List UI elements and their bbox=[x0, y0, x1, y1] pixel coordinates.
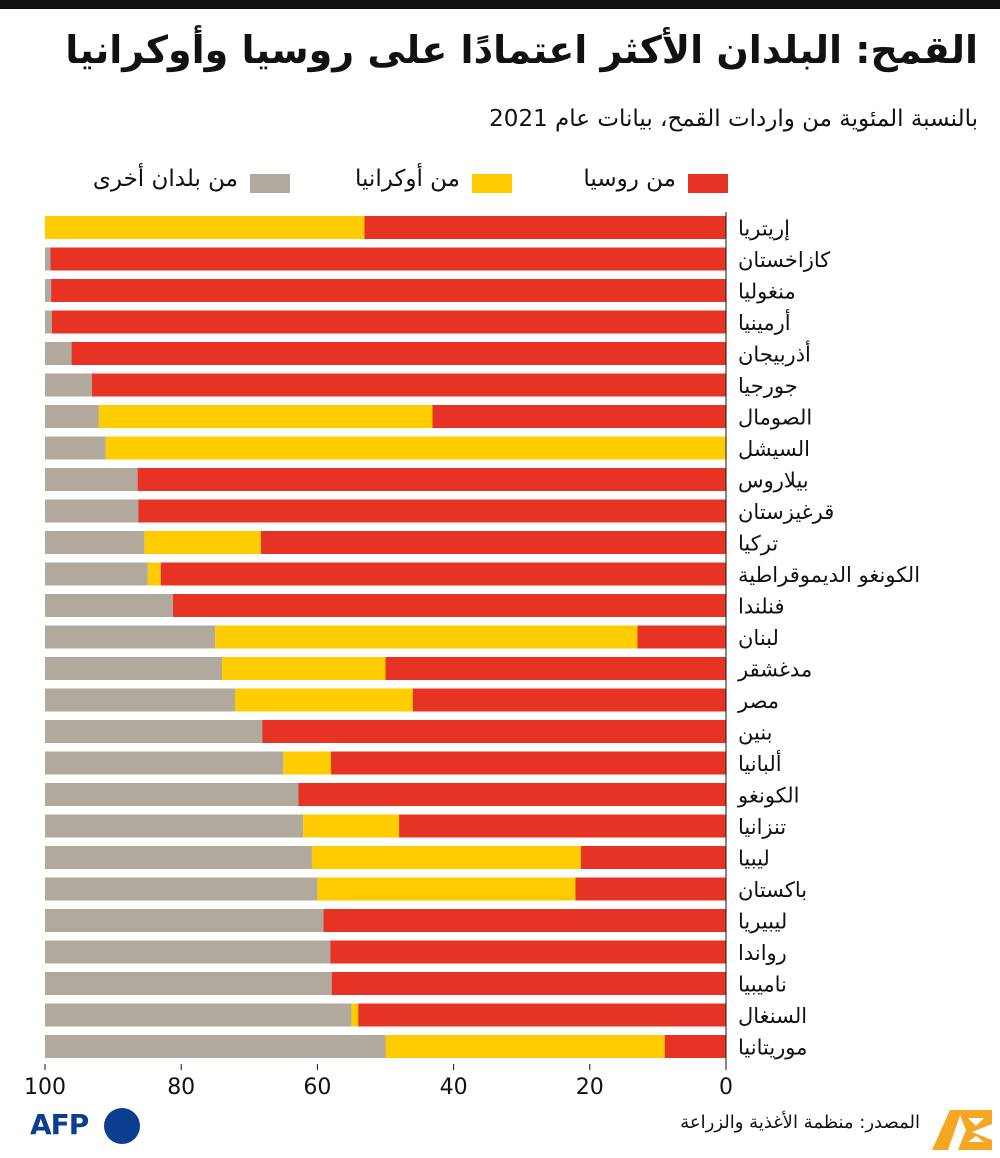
category-label: تنزانيا bbox=[738, 815, 787, 839]
bar-other bbox=[45, 563, 148, 586]
bar-russia bbox=[581, 846, 726, 869]
bar-ukraine bbox=[222, 657, 385, 680]
chart-title: القمح: البلدان الأكثر اعتمادًا على روسيا وأوكرانيا bbox=[65, 28, 978, 72]
bar-other bbox=[45, 657, 222, 680]
bar-russia bbox=[324, 909, 726, 932]
x-tick-label: 20 bbox=[575, 1075, 604, 1100]
bar-ukraine bbox=[386, 1035, 665, 1058]
bar-russia bbox=[364, 216, 726, 239]
category-label: الكونغو bbox=[738, 783, 800, 808]
bar-ukraine bbox=[99, 405, 433, 428]
bar-ukraine bbox=[45, 216, 364, 239]
legend-label-ukraine: من أوكرانيا bbox=[354, 166, 460, 192]
bar-ukraine bbox=[106, 437, 726, 460]
bar-other bbox=[45, 783, 298, 806]
bar-other bbox=[45, 248, 50, 271]
bar-other bbox=[45, 405, 99, 428]
chart-subtitle: بالنسبة المئوية من واردات القمح، بيانات عام 2021 bbox=[489, 106, 978, 132]
bar-russia bbox=[161, 563, 726, 586]
bar-other bbox=[45, 531, 144, 554]
category-label: بيلاروس bbox=[738, 468, 809, 493]
x-tick-label: 80 bbox=[167, 1075, 196, 1100]
category-label: قرغيزستان bbox=[738, 500, 835, 524]
bar-ukraine bbox=[144, 531, 260, 554]
bar-russia bbox=[92, 374, 726, 397]
category-label: مصر bbox=[738, 689, 780, 713]
x-tick-label: 0 bbox=[719, 1075, 733, 1100]
category-label: جورجيا bbox=[738, 374, 798, 398]
category-label: أرمينيا bbox=[738, 311, 791, 335]
bar-other bbox=[45, 279, 51, 302]
category-label: إريتريا bbox=[738, 216, 790, 241]
bar-russia bbox=[51, 279, 726, 302]
category-label: مدغشقر bbox=[738, 657, 813, 682]
bar-other bbox=[45, 374, 92, 397]
bar-russia bbox=[50, 248, 726, 271]
bar-ukraine bbox=[312, 846, 581, 869]
x-tick-label: 40 bbox=[439, 1075, 468, 1100]
bar-other bbox=[45, 815, 303, 838]
bar-russia bbox=[262, 720, 726, 743]
x-tick-label: 100 bbox=[24, 1075, 66, 1100]
bar-russia bbox=[386, 657, 727, 680]
bar-russia bbox=[138, 468, 726, 491]
afp-logo-dot-icon bbox=[104, 1108, 140, 1144]
bar-other bbox=[45, 689, 235, 712]
bar-russia bbox=[637, 626, 726, 649]
bar-russia bbox=[330, 941, 726, 964]
category-label: تركيا bbox=[738, 531, 779, 556]
bar-other bbox=[45, 941, 330, 964]
category-label: موريتانيا bbox=[738, 1035, 808, 1060]
category-label: الكونغو الديموقراطية bbox=[738, 563, 921, 587]
bar-russia bbox=[138, 500, 726, 523]
bar-ukraine bbox=[215, 626, 637, 649]
bar-russia bbox=[72, 342, 726, 365]
bar-russia bbox=[413, 689, 726, 712]
bar-other bbox=[45, 909, 324, 932]
source-note: المصدر: منظمة الأغذية والزراعة bbox=[680, 1112, 920, 1133]
category-label: السنغال bbox=[738, 1004, 808, 1028]
legend-label-other: من بلدان أخرى bbox=[92, 166, 238, 192]
category-label: الصومال bbox=[738, 405, 813, 430]
category-label: منغوليا bbox=[738, 279, 796, 304]
watermark-logo-icon bbox=[928, 1106, 996, 1154]
bar-ukraine bbox=[317, 878, 575, 901]
legend-label-russia: من روسيا bbox=[583, 166, 676, 192]
bar-other bbox=[45, 626, 215, 649]
bar-ukraine bbox=[283, 752, 331, 775]
bar-other bbox=[45, 311, 52, 334]
category-label: رواندا bbox=[738, 941, 787, 965]
afp-logo-text: AFP bbox=[30, 1108, 89, 1141]
bar-other bbox=[45, 720, 262, 743]
bar-russia bbox=[298, 783, 726, 806]
bar-russia bbox=[399, 815, 726, 838]
bar-russia bbox=[358, 1004, 726, 1027]
bar-russia bbox=[173, 594, 726, 617]
bar-other bbox=[45, 972, 332, 995]
bar-russia bbox=[331, 752, 726, 775]
bar-russia bbox=[52, 311, 726, 334]
bar-russia bbox=[432, 405, 726, 428]
category-label: فنلندا bbox=[738, 594, 785, 619]
category-label: ليبيريا bbox=[738, 909, 788, 934]
bar-russia bbox=[575, 878, 726, 901]
bar-other bbox=[45, 752, 283, 775]
bar-russia bbox=[665, 1035, 726, 1058]
category-label: أذربيجان bbox=[738, 342, 811, 367]
bar-russia bbox=[332, 972, 726, 995]
bar-other bbox=[45, 846, 312, 869]
category-label: ليبيا bbox=[738, 846, 770, 871]
category-label: باكستان bbox=[738, 878, 808, 902]
bar-other bbox=[45, 437, 106, 460]
category-label: ناميبيا bbox=[738, 972, 787, 997]
x-tick-label: 60 bbox=[303, 1075, 332, 1100]
bar-russia bbox=[261, 531, 726, 554]
bar-other bbox=[45, 594, 173, 617]
bar-other bbox=[45, 1004, 351, 1027]
category-label: ألبانيا bbox=[738, 752, 782, 776]
bar-ukraine bbox=[351, 1004, 358, 1027]
bar-other bbox=[45, 878, 317, 901]
bar-other bbox=[45, 1035, 386, 1058]
bar-other bbox=[45, 342, 72, 365]
bar-other bbox=[45, 500, 138, 523]
bar-ukraine bbox=[235, 689, 413, 712]
category-label: كازاخستان bbox=[738, 248, 831, 272]
bar-other bbox=[45, 468, 138, 491]
category-label: لبنان bbox=[738, 626, 779, 650]
bar-ukraine bbox=[148, 563, 161, 586]
category-label: السيشل bbox=[738, 437, 810, 461]
bar-ukraine bbox=[303, 815, 399, 838]
category-label: بنين bbox=[738, 720, 773, 745]
